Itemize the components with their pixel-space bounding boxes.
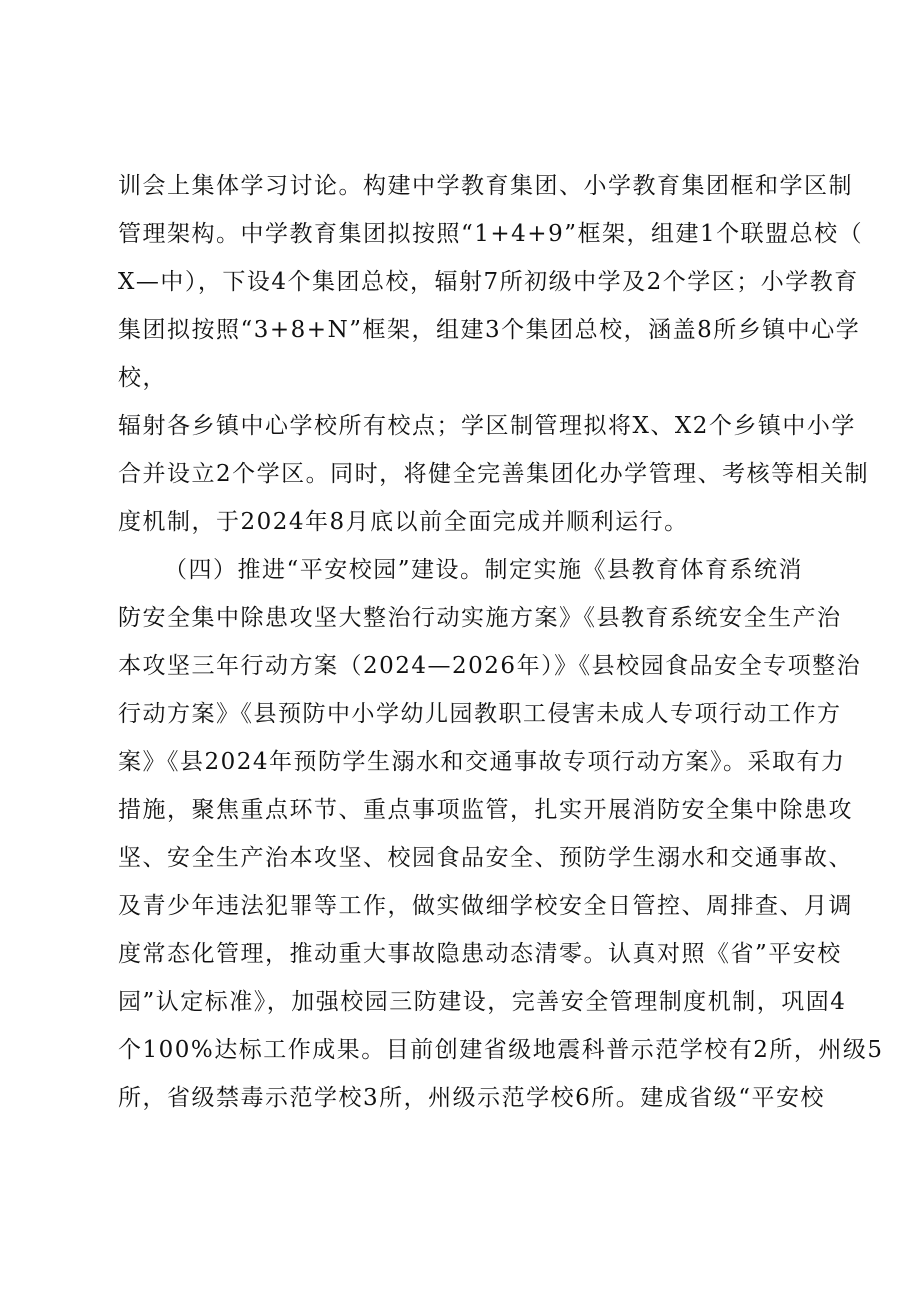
text-line: 管理架构。中学教育集团拟按照“1+4+9”框架，组建1个联盟总校（ — [118, 221, 864, 247]
section-heading-line: （四）推进“平安校园”建设。制定实施《县教育体育系统消 — [164, 557, 804, 583]
text-line: 措施，聚焦重点环节、重点事项监管，扎实开展消防安全集中除患攻 — [118, 797, 853, 823]
text-line: 度机制，于2024年8月底以前全面完成并顺利运行。 — [118, 509, 689, 535]
text-line: X—中），下设4个集团总校，辐射7所初级中学及2个学区；小学教育 — [118, 269, 859, 295]
text-line: 防安全集中除患攻坚大整治行动实施方案》《县教育系统安全生产治 — [118, 605, 842, 631]
text-line: 案》《县2024年预防学生溺水和交通事故专项行动方案》。采取有力 — [118, 749, 846, 775]
text-line: 个100%达标工作成果。目前创建省级地震科普示范学校有2所，州级5 — [118, 1037, 884, 1063]
text-line: 度常态化管理，推动重大事故隐患动态清零。认真对照《省”平安校 — [118, 941, 842, 967]
text-line: 合并设立2个学区。同时，将健全完善集团化办学管理、考核等相关制 — [118, 461, 870, 487]
text-line: 行动方案》《县预防中小学幼儿园教职工侵害未成人专项行动工作方 — [118, 701, 842, 727]
text-line: 本攻坚三年行动方案（2024—2026年）》《县校园食品安全专项整治 — [118, 653, 862, 679]
text-line: 园”认定标准》，加强校园三防建设，完善安全管理制度机制，巩固4 — [118, 989, 847, 1015]
text-line: 校， — [118, 365, 167, 391]
text-line: 所，省级禁毒示范学校3所，州级示范学校6所。建成省级“平安校 — [118, 1085, 826, 1111]
text-line: 坚、安全生产治本攻坚、校园食品安全、预防学生溺水和交通事故、 — [118, 845, 853, 871]
text-line: 辐射各乡镇中心学校所有校点；学区制管理拟将X、X2个乡镇中小学 — [118, 413, 856, 439]
text-line: 训会上集体学习讨论。构建中学教育集团、小学教育集团框和学区制 — [118, 173, 853, 199]
text-line: 集团拟按照“3+8+N”框架，组建3个集团总校，涵盖8所乡镇中心学 — [118, 317, 861, 343]
text-line: 及青少年违法犯罪等工作，做实做细学校安全日管控、周排查、月调 — [118, 893, 853, 919]
